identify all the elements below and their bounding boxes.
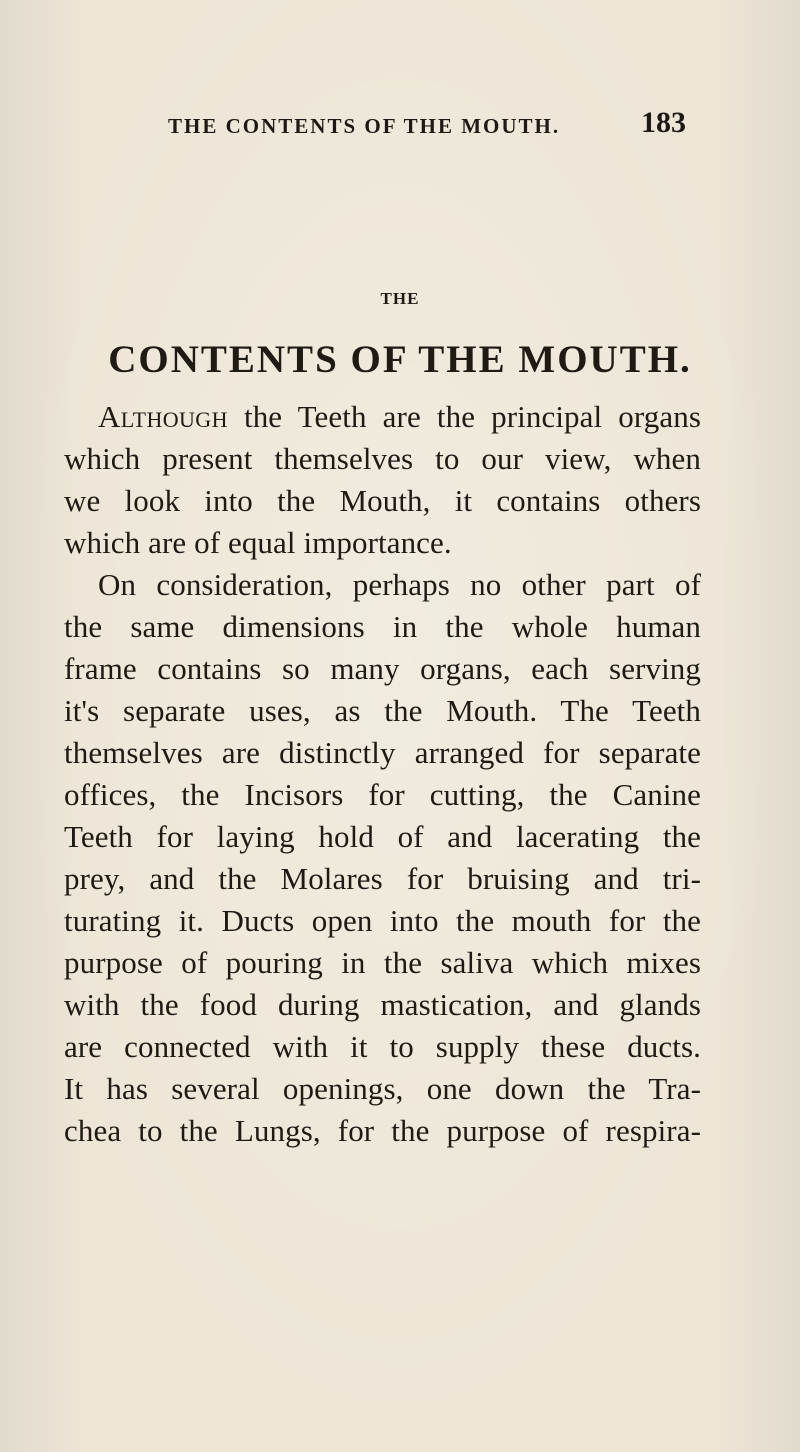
- running-head: THE CONTENTS OF THE MOUTH.: [168, 114, 561, 138]
- text-line-6: the same dimensions in the whole human: [64, 609, 701, 644]
- text-line-15: with the food during mastication, and glands: [64, 987, 701, 1022]
- text-line-12: prey, and the Molares for bruising and tri-: [64, 861, 701, 896]
- text-line-17: It has several openings, one down the Tra-: [64, 1071, 701, 1106]
- text-line-1: [98, 396, 701, 438]
- text-line-2: which present themselves to our view, when: [64, 441, 701, 476]
- text-line-11: Teeth for laying hold of and lacerating the: [64, 819, 701, 854]
- text-line-5: On consideration, perhaps no other part of: [98, 567, 701, 602]
- drop-word: Although: [98, 399, 228, 434]
- text-line-1-rest: the Teeth are the principal organs: [227, 399, 701, 434]
- text-line-3: we look into the Mouth, it contains others: [64, 483, 701, 518]
- text-line-7: frame contains so many organs, each serving: [64, 651, 701, 686]
- text-line-4: which are of equal importance.: [64, 525, 452, 560]
- text-line-16: are connected with it to supply these ducts.: [64, 1029, 701, 1064]
- chapter-small-title: THE: [380, 289, 420, 308]
- text-line-18: chea to the Lungs, for the purpose of respira-: [64, 1113, 701, 1148]
- text-line-10: offices, the Incisors for cutting, the Canine: [64, 777, 701, 812]
- text-line-14: purpose of pouring in the saliva which mixes: [64, 945, 701, 980]
- text-line-8: it's separate uses, as the Mouth. The Teeth: [64, 693, 701, 728]
- page-number: 183: [641, 106, 686, 139]
- text-line-9: themselves are distinctly arranged for separate: [64, 735, 701, 770]
- chapter-main-title: CONTENTS OF THE MOUTH.: [108, 338, 692, 381]
- text-line-13: turating it. Ducts open into the mouth for the: [64, 903, 701, 938]
